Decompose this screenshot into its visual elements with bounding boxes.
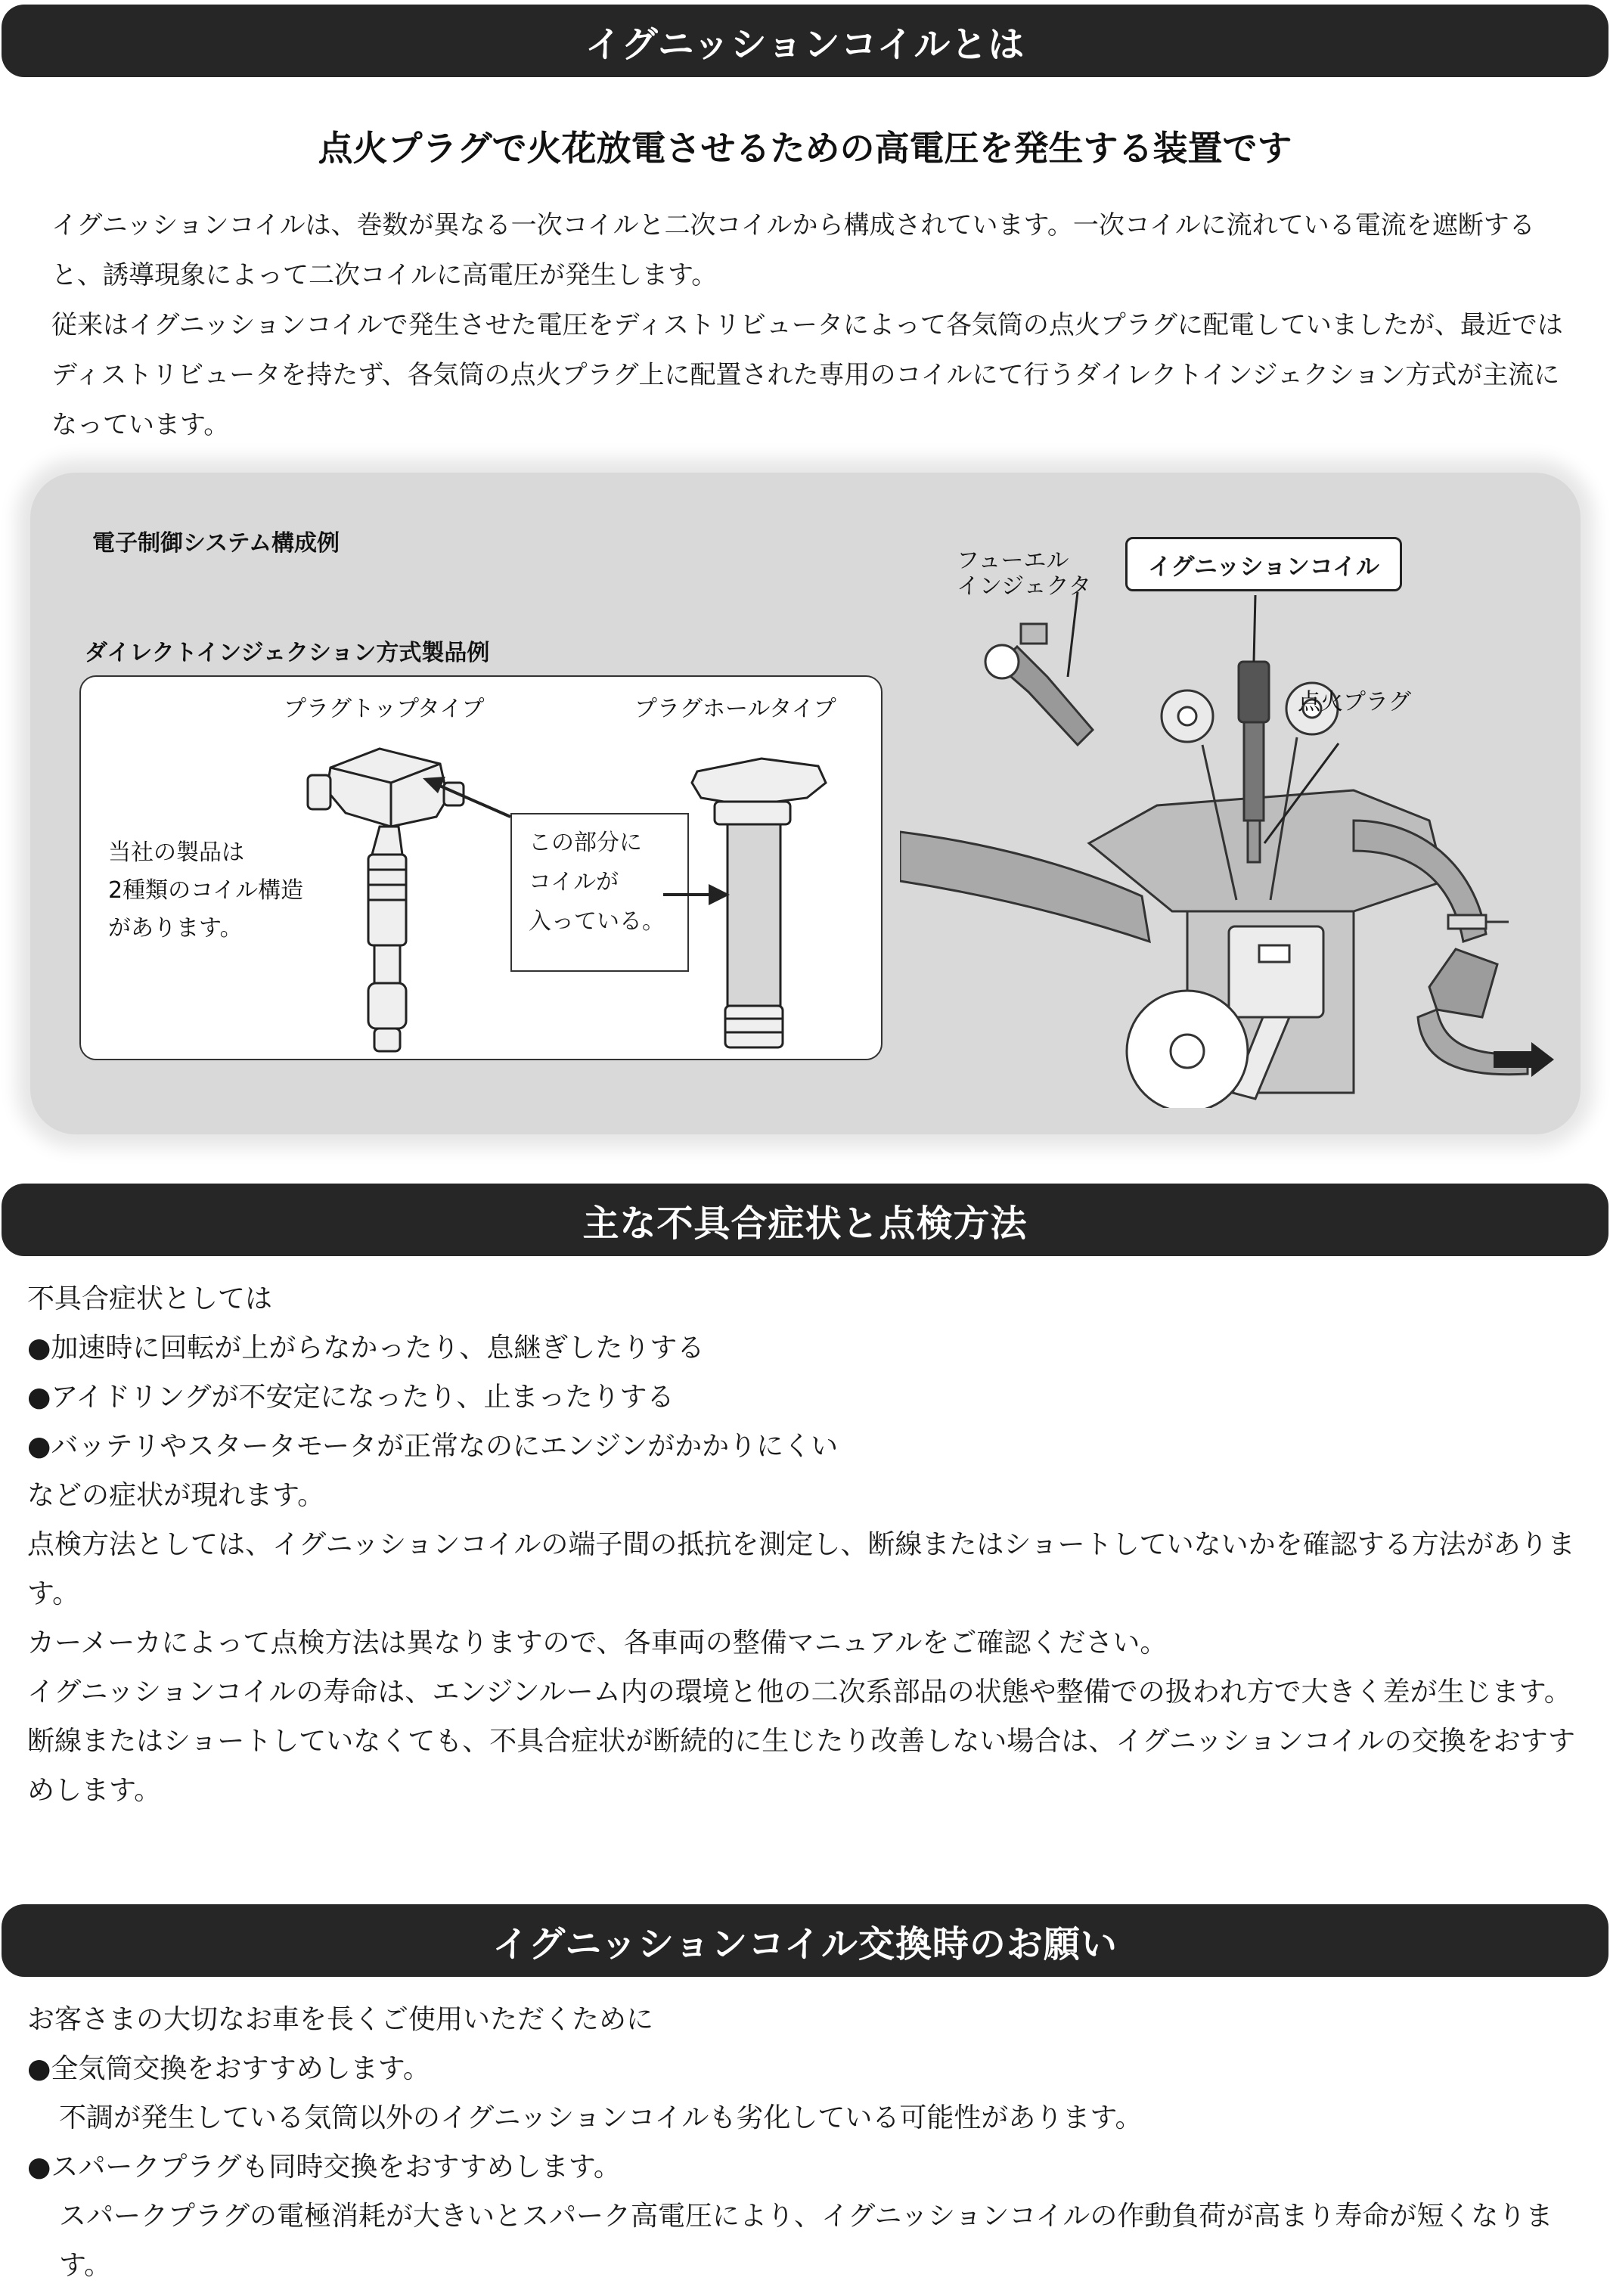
request-item: ● スパークプラグも同時交換をおすすめします。 — [27, 2142, 1585, 2192]
coil-illustrations — [81, 677, 881, 1059]
symptom-item: ● アイドリングが不安定になったり、止まったりする — [27, 1373, 1585, 1422]
system-diagram — [30, 473, 1581, 1134]
callout-line: 入っている。 — [529, 908, 665, 935]
company-note-line: があります。 — [108, 915, 243, 942]
symptoms-paragraph: などの症状が現れます。 — [27, 1480, 325, 1511]
symptoms-intro: 不具合症状としては — [27, 1283, 273, 1314]
system-example-label: 電子制御システム構成例 — [92, 530, 340, 557]
products-example-label: ダイレクトインジェクション方式製品例 — [85, 640, 490, 666]
section-heading-requests: イグニッションコイル交換時のお願い — [2, 1904, 1608, 1977]
company-note-line: 当社の製品は — [108, 839, 244, 866]
request-detail: 不調が発生している気筒以外のイグニッションコイルも劣化している可能性があります。 — [59, 2102, 1143, 2133]
symptoms-section — [27, 1274, 1585, 1815]
callout-line: この部分に — [529, 830, 642, 856]
intro-paragraph: イグニッションコイルは、巻数が異なる一次コイルと二次コイルから構成されています。一次コイルに流れている電流を遮断すると、誘導現象によって二次コイルに高電圧が発生します。 — [51, 210, 1535, 290]
lifespan-paragraph: イグニッションコイルの寿命は、エンジンルーム内の環境と他の二次系部品の状態や整備での扱われ方で大きく差が生じます。 — [27, 1677, 1571, 1708]
symptom-item: ● 加速時に回転が上がらなかったり、息継ぎしたりする — [27, 1323, 1585, 1373]
requests-section — [27, 1995, 1585, 2290]
section-heading-about: イグニッションコイルとは — [2, 5, 1608, 77]
intro-paragraph: 従来はイグニッションコイルで発生させた電圧をディストリビュータによって各気筒の点火プラグに配電していましたが、最近ではディストリビュータを持たず、各気筒の点火プラグ上に配置された専用のコイルにて行うダイレクトインジェクション方式が主流になっています。 — [51, 310, 1563, 440]
subtitle: 点火プラグで火花放電させるための高電圧を発生する装置です — [318, 128, 1292, 169]
symptom-item: ● バッテリやスタータモータが正常なのにエンジンがかかりにくい — [27, 1422, 1585, 1471]
callout-line: コイルが — [529, 869, 619, 895]
section-heading-symptoms: 主な不具合症状と点検方法 — [2, 1184, 1608, 1256]
spark-plug-label: 点火プラグ — [1298, 689, 1411, 715]
request-item: ● 全気筒交換をおすすめします。 — [27, 2044, 1585, 2093]
inspection-paragraph: 点検方法としては、イグニッションコイルの端子間の抵抗を測定し、断線またはショートしていないかを確認する方法があります。 — [27, 1529, 1575, 1609]
fuel-injector-label-line: インジェクタ — [957, 573, 1092, 600]
ignition-coil-label: イグニッションコイル — [1125, 537, 1402, 591]
replacement-paragraph: 断線またはショートしていなくても、不具合症状が断続的に生じたり改善しない場合は、イグニッションコイルの交換をおすすめします。 — [27, 1726, 1575, 1806]
fuel-injector-label — [957, 548, 1091, 600]
plug-hole-type-label: プラグホールタイプ — [634, 696, 836, 722]
requests-intro: お客さまの大切なお車を長くご使用いただくために — [27, 2004, 654, 2035]
plug-top-coil-illustration — [308, 749, 464, 1051]
product-examples-box — [79, 675, 883, 1060]
fuel-injector-label-line: フューエル — [957, 548, 1069, 574]
company-note-line: 2種類のコイル構造 — [108, 877, 304, 904]
intro-text — [51, 200, 1571, 450]
manual-paragraph: カーメーカによって点検方法は異なりますので、各車両の整備マニュアルをご確認ください。 — [27, 1627, 1168, 1658]
request-detail: スパークプラグの電極消耗が大きいとスパーク高電圧により、イグニッションコイルの作動負荷が高まり寿命が短くなります。 — [59, 2201, 1553, 2281]
plug-top-type-label: プラグトップタイプ — [284, 696, 485, 722]
